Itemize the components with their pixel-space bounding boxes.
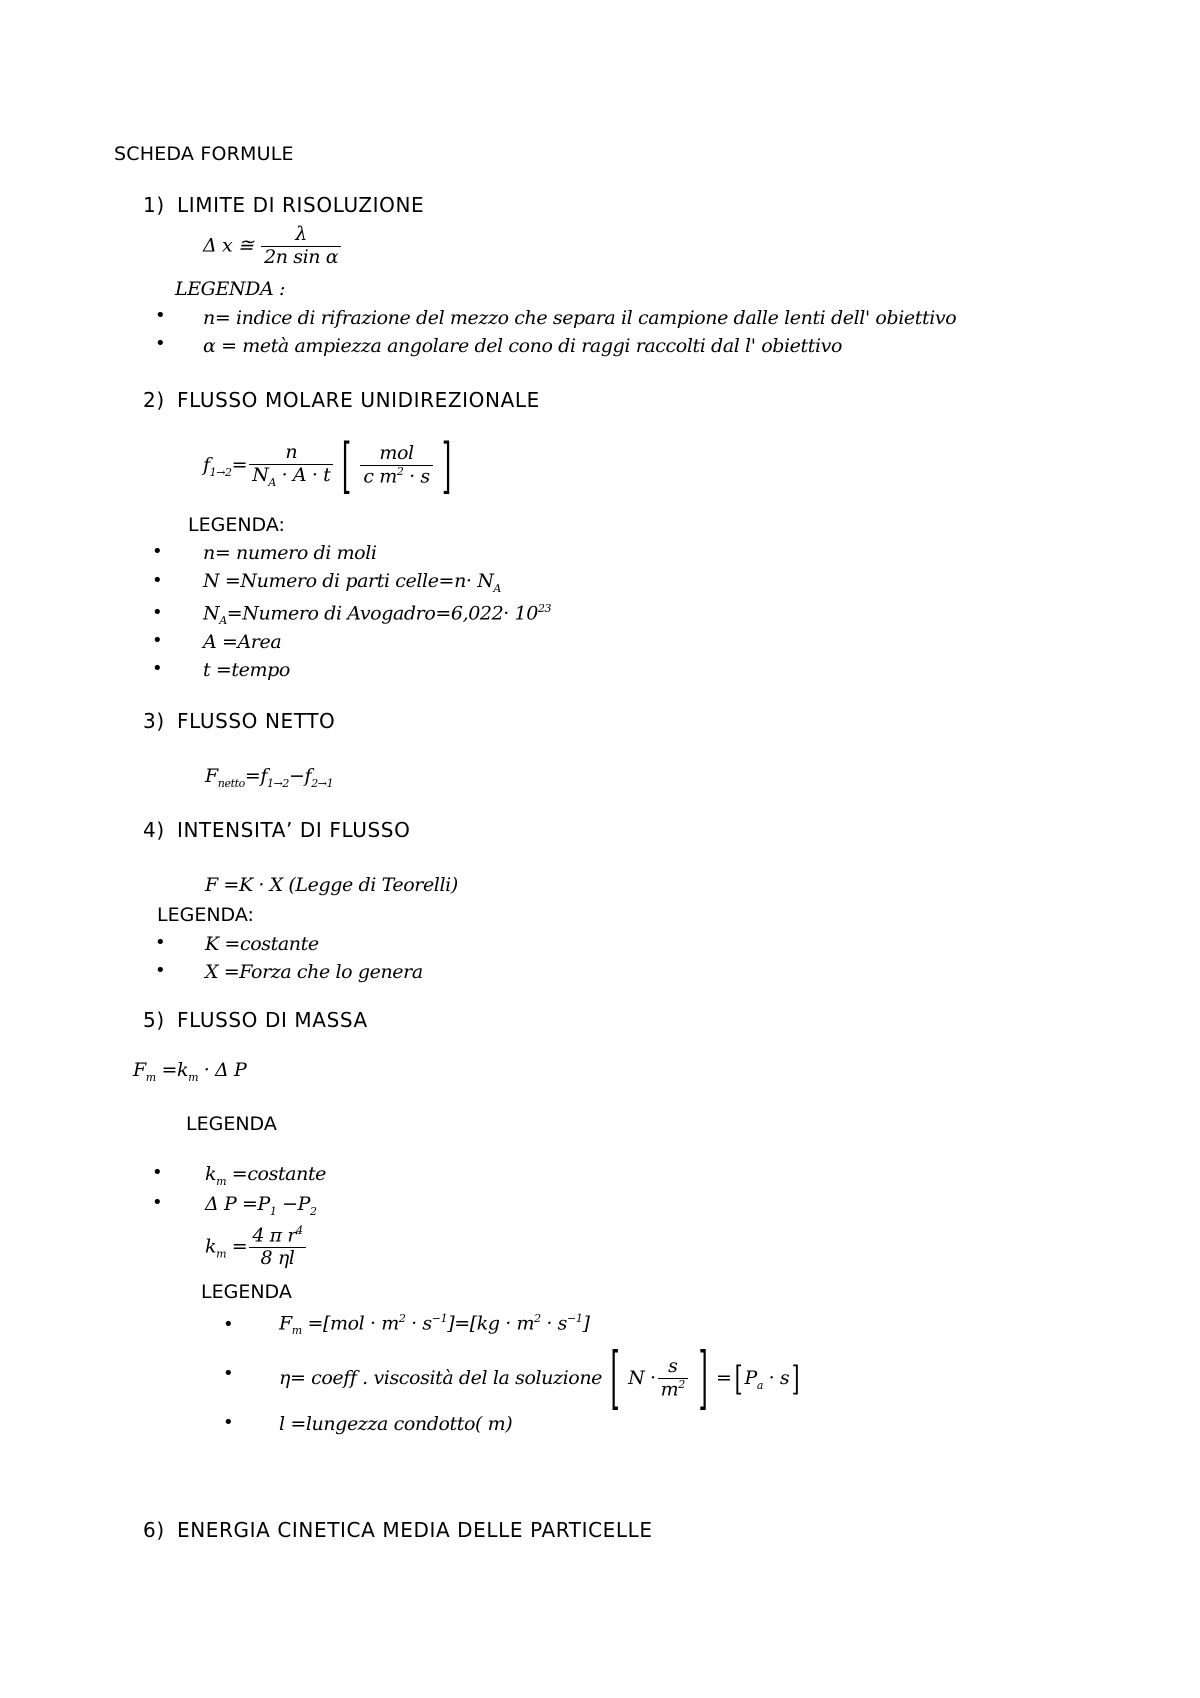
right-bracket-icon: ] — [441, 431, 451, 501]
bullet-icon: • — [152, 541, 163, 562]
fraction-numerator: n — [249, 442, 333, 465]
bullet-icon: • — [152, 602, 163, 623]
section-6-heading — [143, 1518, 653, 1542]
section-title: LIMITE DI RISOLUZIONE — [177, 193, 425, 217]
section-number: 2) — [143, 388, 165, 412]
fraction-denominator: 2n sin α — [264, 245, 339, 268]
section-title: FLUSSO MOLARE UNIDIREZIONALE — [177, 388, 540, 412]
bullet-icon: • — [223, 1363, 234, 1384]
formula-lhs: Δ x ≅ — [203, 234, 254, 257]
section-number: 4) — [143, 818, 165, 842]
right-bracket-icon: ] — [791, 1359, 800, 1399]
section-title: FLUSSO DI MASSA — [177, 1008, 368, 1032]
section-3-heading — [143, 709, 335, 733]
bullet-icon: • — [152, 1192, 163, 1213]
right-bracket-icon: ] — [698, 1339, 708, 1418]
bullet-icon: • — [152, 570, 163, 591]
km-formula: $k_m$ = $\frac{4 \pi r^4}{8 \eta l}$ — [205, 1225, 308, 1270]
legend-item: n= indice di rifrazione del mezzo che separa il campione dalle lenti dell' obiettivo — [203, 307, 957, 329]
fraction — [249, 442, 333, 489]
formula-symbol: f — [203, 454, 210, 476]
fraction-numerator: 4 π $r^4$ — [249, 1225, 305, 1248]
bullet-icon: • — [155, 333, 166, 354]
equals-sign: = — [231, 454, 248, 476]
legend-label: LEGENDA : — [175, 278, 285, 300]
legend-label: LEGENDA — [201, 1281, 292, 1303]
mass-flux-formula: $F_m =k_m \cdot \Delta$ P — [133, 1059, 247, 1084]
legend-item: α = metà ampiezza angolare del cono di raggi raccolti dal l' obiettivo — [203, 335, 843, 357]
legend-item: K =costante — [205, 933, 319, 955]
section-title: ENERGIA CINETICA MEDIA DELLE PARTICELLE — [177, 1518, 653, 1542]
fraction: $\frac{s}{m^2}$ — [658, 1356, 688, 1401]
section-4-heading — [143, 818, 410, 842]
legend-item: N =Numero di parti celle=n· $N_A$ — [203, 570, 501, 595]
left-bracket-icon: [ — [610, 1339, 620, 1418]
unit-fraction — [360, 443, 432, 488]
bullet-icon: • — [152, 1162, 163, 1183]
left-bracket-icon: [ — [734, 1359, 742, 1399]
bullet-icon: • — [152, 630, 163, 651]
legend-item: $N_A=Numero$ di Avogadro=6,022· $10^{23}$ — [203, 602, 552, 628]
legend-item: X =Forza che lo genera — [205, 961, 423, 983]
section-title: INTENSITA’ DI FLUSSO — [177, 818, 411, 842]
fraction — [249, 1225, 305, 1270]
section-1-heading — [143, 193, 424, 217]
legend-item: A =Area — [203, 631, 282, 653]
bullet-icon: • — [155, 305, 166, 326]
section-title: FLUSSO NETTO — [177, 709, 336, 733]
fraction-numerator: λ — [261, 224, 341, 247]
fraction-denominator: $N_A \cdot A \cdot t$ — [252, 464, 331, 489]
section-2-heading — [143, 388, 540, 412]
legend-item: n= numero di moli — [203, 542, 377, 564]
bullet-icon: • — [223, 1314, 234, 1335]
document-title: SCHEDA FORMULE — [114, 143, 294, 165]
molar-flux-formula — [203, 431, 458, 501]
fraction — [261, 224, 341, 269]
bullet-icon: • — [223, 1412, 234, 1433]
legend-label: LEGENDA — [186, 1113, 277, 1135]
section-number: 3) — [143, 709, 165, 733]
bullet-icon: • — [155, 932, 166, 953]
legend-label: LEGENDA: — [157, 904, 254, 926]
section-number: 6) — [143, 1518, 165, 1542]
bullet-icon: • — [152, 658, 163, 679]
unit-denominator: c $m^2 \cdot s$ — [363, 465, 430, 488]
legend-item: Δ $P =P_1 -P_2$ — [205, 1193, 317, 1218]
fraction-denominator: 8 ηl — [260, 1247, 295, 1270]
legend-item: $k_m$ =costante — [205, 1163, 327, 1188]
net-flux-formula: $F_{netto}=f_{1\to 2}-f_{2\to 1}$ — [205, 765, 334, 790]
left-bracket-icon: [ — [342, 431, 352, 501]
flux-intensity-formula: F =K · X (Legge di Teorelli) — [205, 874, 458, 896]
bullet-icon: • — [155, 960, 166, 981]
legend-item: $F_m =[mol \cdot m^2 \cdot s^{-1}]=[kg \cdot m^2 \cdot s^{-1}]$ — [279, 1312, 590, 1338]
legend-item: η= coeff . viscosità del la soluzione [ N · $\frac{s}{m^2}$ ] =[ $P_a \cdot s$] — [279, 1339, 800, 1418]
resolution-formula — [203, 224, 343, 269]
legend-item: l =lungezza condotto( m) — [279, 1413, 513, 1435]
legend-label: LEGENDA: — [188, 514, 285, 536]
formula-subscript: 1→2 — [209, 465, 232, 479]
section-number: 5) — [143, 1008, 165, 1032]
unit-numerator: mol — [360, 443, 432, 466]
section-5-heading — [143, 1008, 368, 1032]
legend-item: t =tempo — [203, 659, 290, 681]
section-number: 1) — [143, 193, 165, 217]
